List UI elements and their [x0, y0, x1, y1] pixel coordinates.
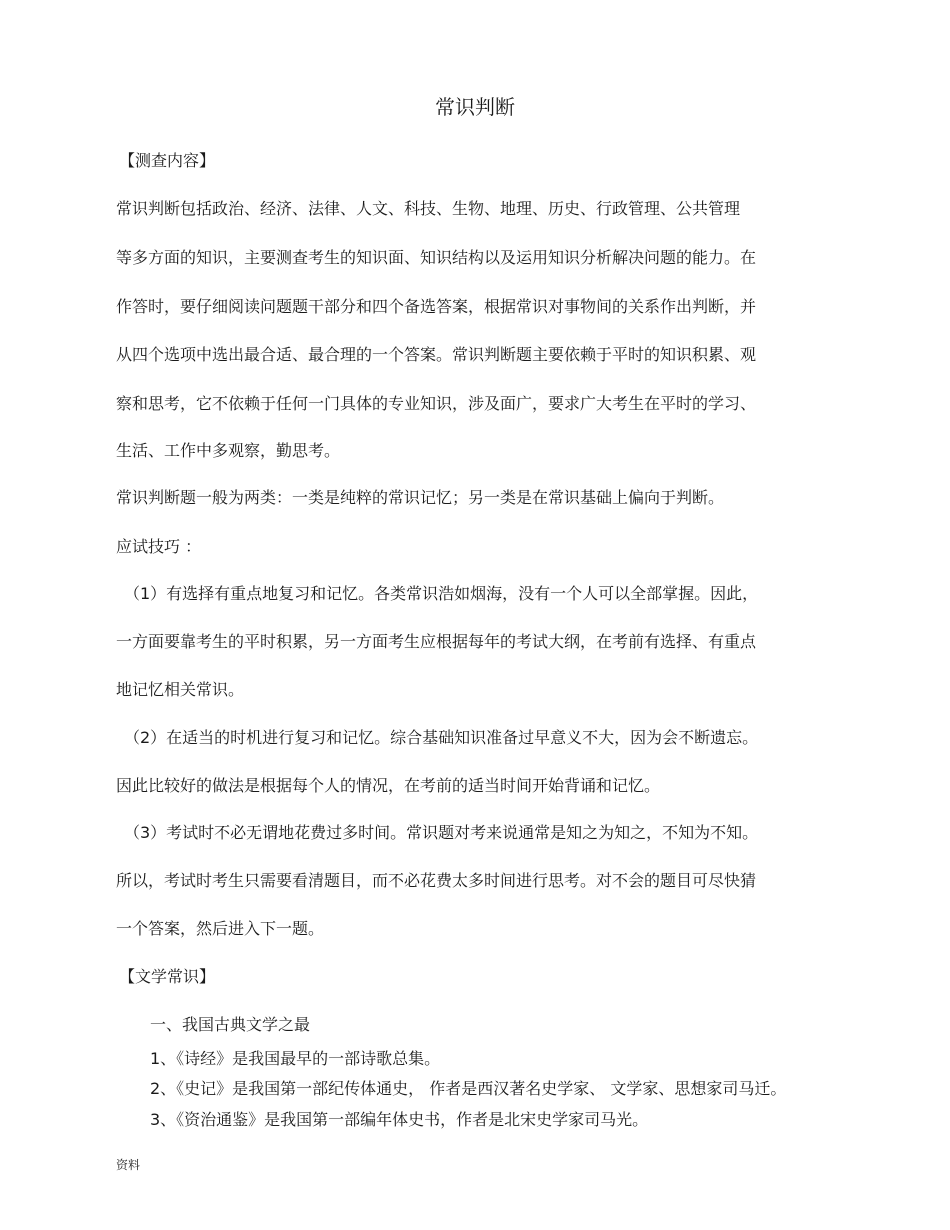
- intro-line-1: 常识判断包括政治、经济、法律、人文、科技、生物、地理、历史、行政管理、公共管理: [116, 199, 741, 218]
- list-item: 2、《史记》是我国第一部纪传体通史， 作者是西汉著名史学家、 文学家、思想家司马迁。: [150, 1079, 787, 1098]
- intro-line-5: 察和思考，它不依赖于任何一门具体的专业知识，涉及面广，要求广大考生在平时的学习、: [116, 394, 757, 413]
- list-item: 1、《诗经》是我国最早的一部诗歌总集。: [150, 1049, 441, 1068]
- tip-3-line-3: 一个答案，然后进入下一题。: [116, 919, 325, 938]
- intro-line-4: 从四个选项中选出最合适、最合理的一个答案。常识判断题主要依赖于平时的知识积累、观: [116, 345, 757, 364]
- tip-1-line-2: 一方面要靠考生的平时积累，另一方面考生应根据每年的考试大纲，在考前有选择、有重点: [116, 632, 757, 651]
- section-heading-literature: 【文学常识】: [119, 967, 216, 986]
- tip-2-line-1: （2）在适当的时机进行复习和记忆。综合基础知识准备过早意义不大，因为会不断遗忘。: [124, 728, 759, 747]
- list-item: 3、《资治通鉴》是我国第一部编年体史书，作者是北宋史学家司马光。: [150, 1110, 649, 1129]
- tip-2-line-2: 因此比较好的做法是根据每个人的情况，在考前的适当时间开始背诵和记忆。: [116, 776, 661, 795]
- intro-line-3: 作答时，要仔细阅读问题题干部分和四个备选答案，根据常识对事物间的关系作出判断，并: [116, 297, 757, 316]
- page-footer: 资料: [116, 1158, 141, 1172]
- section-heading-content: 【测查内容】: [119, 151, 216, 170]
- intro-line-2: 等多方面的知识，主要测查考生的知识面、知识结构以及运用知识分析解决问题的能力。在: [116, 248, 757, 267]
- intro-line-6: 生活、工作中多观察，勤思考。: [116, 441, 341, 460]
- tip-3-line-2: 所以，考试时考生只需要看清题目，而不必花费太多时间进行思考。对不会的题目可尽快猜: [116, 871, 757, 890]
- tips-heading: 应试技巧 ：: [116, 537, 202, 556]
- types-line: 常识判断题一般为两类：一类是纯粹的常识记忆；另一类是在常识基础上偏向于判断。: [116, 488, 725, 507]
- tip-1-line-1: （1）有选择有重点地复习和记忆。各类常识浩如烟海，没有一个人可以全部掌握。因此，: [124, 584, 759, 603]
- page-title: 常识判断: [435, 95, 515, 119]
- subsection-heading: 一、我国古典文学之最: [150, 1015, 311, 1034]
- tip-1-line-3: 地记忆相关常识。: [116, 680, 245, 699]
- tip-3-line-1: （3）考试时不必无谓地花费过多时间。常识题对考来说通常是知之为知之，不知为不知。: [124, 823, 759, 842]
